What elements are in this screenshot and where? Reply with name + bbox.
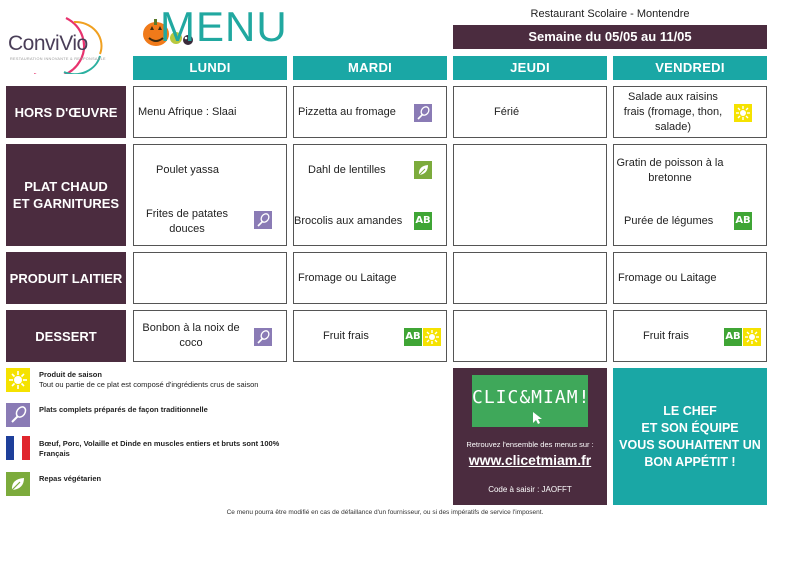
dish-line: Frites de patates	[146, 208, 228, 220]
cell-lundi-laitier	[133, 252, 287, 304]
legend-traditionnel: Plats complets préparés de façon traditionnelle	[39, 405, 208, 414]
dish-line: Salade aux raisins	[628, 91, 718, 103]
cell-lundi-dessert	[133, 310, 287, 362]
dish-name: Fruit frais	[643, 330, 689, 342]
clic-miam-logo-text: CLIC&MIAM!	[472, 387, 591, 408]
dish-name: Brocolis aux amandes	[294, 215, 403, 227]
whisk-icon	[414, 104, 432, 122]
clic-code: Code à saisir : JAOFFT	[488, 485, 572, 494]
dish-line: Gratin de poisson à la	[616, 157, 724, 169]
footnote: Ce menu pourra être modifié en cas de défaillance d'un fournisseur, ou si des impératifs de service l'imposent.	[226, 509, 544, 516]
day-header-lundi: LUNDI	[133, 56, 287, 80]
logo-text: ConviVio	[8, 32, 88, 55]
dish-name: Menu Afrique : Slaai	[138, 106, 237, 118]
dish-name	[618, 90, 728, 135]
chef-line: LE CHEF	[663, 403, 717, 418]
cell-lundi-hors-doeuvre	[133, 86, 287, 138]
legend-saison-desc: Tout ou partie de ce plat est composé d'ingrédients crus de saison	[39, 380, 259, 389]
convivio-logo	[4, 14, 114, 74]
dish-name: Pizzetta au fromage	[298, 106, 396, 118]
cell-jeudi-plat	[453, 144, 607, 246]
cell-jeudi-hors-doeuvre	[453, 86, 607, 138]
organic-ab-icon: AB	[724, 328, 742, 346]
clic-miam-panel	[453, 368, 607, 505]
french-flag-icon	[6, 436, 30, 460]
cell-lundi-plat	[133, 144, 287, 246]
day-header-mardi: MARDI	[293, 56, 447, 80]
dish-name: Fromage ou Laitage	[618, 272, 717, 284]
row-label-plat-chaud	[6, 144, 126, 246]
organic-ab-icon: AB	[734, 212, 752, 230]
dish-name: Fromage ou Laitage	[298, 272, 397, 284]
cell-mardi-hors-doeuvre	[293, 86, 447, 138]
sun-icon	[734, 104, 752, 122]
week-banner: Semaine du 05/05 au 11/05	[453, 25, 767, 49]
sun-icon	[423, 328, 441, 346]
dish-line: salade)	[654, 121, 692, 133]
restaurant-name: Restaurant Scolaire - Montendre	[530, 8, 690, 20]
dish-line: douces	[169, 223, 205, 235]
chef-line: VOUS SOUHAITENT UN	[619, 437, 761, 452]
cell-mardi-dessert	[293, 310, 447, 362]
dish-name: Fruit frais	[323, 330, 369, 342]
chef-line: ET SON ÉQUIPE	[641, 420, 739, 435]
clic-url-link[interactable]: www.clicetmiam.fr	[468, 452, 592, 468]
legend-saison-title: Produit de saison	[39, 370, 102, 379]
logo-tagline: RESTAURATION INNOVANTE & RESPONSABLE	[10, 57, 106, 61]
cell-vendredi-hors-doeuvre	[613, 86, 767, 138]
dish-line: coco	[179, 337, 203, 349]
dish-name	[136, 321, 246, 351]
cell-vendredi-laitier	[613, 252, 767, 304]
organic-ab-icon: AB	[414, 212, 432, 230]
dish-name: Férié	[494, 106, 520, 118]
legend-vegetarian-icon	[6, 472, 30, 496]
dish-name	[614, 156, 726, 186]
row-label-text: HORS D'ŒUVRE	[14, 104, 118, 120]
cursor-icon	[532, 411, 544, 425]
cell-mardi-laitier	[293, 252, 447, 304]
row-label-text: DESSERT	[35, 328, 97, 344]
cell-vendredi-dessert	[613, 310, 767, 362]
row-label-hors-doeuvre	[6, 86, 126, 138]
row-label-text: PRODUIT LAITIER	[9, 270, 123, 286]
page-title: MENU	[160, 3, 288, 50]
dish-line: Bonbon à la noix de	[142, 322, 240, 334]
clic-retrouvez: Retrouvez l'ensemble des menus sur :	[466, 440, 594, 449]
chef-message	[613, 368, 767, 505]
chef-line: BON APPÉTIT !	[644, 454, 736, 469]
clic-miam-logo	[472, 375, 591, 427]
row-label-text: ET GARNITURES	[12, 196, 120, 211]
dish-line: bretonne	[648, 172, 692, 184]
organic-ab-icon: AB	[404, 328, 422, 346]
day-header-vendredi: VENDREDI	[613, 56, 767, 80]
cell-jeudi-laitier	[453, 252, 607, 304]
legend-whisk-icon	[6, 403, 30, 427]
row-label-produit-laitier	[6, 252, 126, 304]
dish-line: frais (fromage, thon,	[623, 106, 723, 118]
cell-mardi-plat	[293, 144, 447, 246]
cell-vendredi-plat	[613, 144, 767, 246]
day-header-jeudi: JEUDI	[453, 56, 607, 80]
legend-sun-icon	[6, 368, 30, 392]
legend-viande-line2: Français	[39, 449, 70, 458]
vegetarian-leaf-icon	[414, 161, 432, 179]
dish-name	[142, 207, 232, 237]
dish-name: Poulet yassa	[156, 164, 219, 176]
whisk-icon	[254, 328, 272, 346]
dish-name: Purée de légumes	[624, 215, 714, 227]
whisk-icon	[254, 211, 272, 229]
legend-vegetarien: Repas végétarien	[39, 474, 102, 483]
sun-icon	[743, 328, 761, 346]
row-label-text: PLAT CHAUD	[24, 179, 108, 194]
cell-jeudi-dessert	[453, 310, 607, 362]
row-label-dessert	[6, 310, 126, 362]
legend-viande-line1: Bœuf, Porc, Volaille et Dinde en muscles entiers et bruts sont 100%	[39, 439, 280, 448]
dish-name: Dahl de lentilles	[308, 164, 386, 176]
